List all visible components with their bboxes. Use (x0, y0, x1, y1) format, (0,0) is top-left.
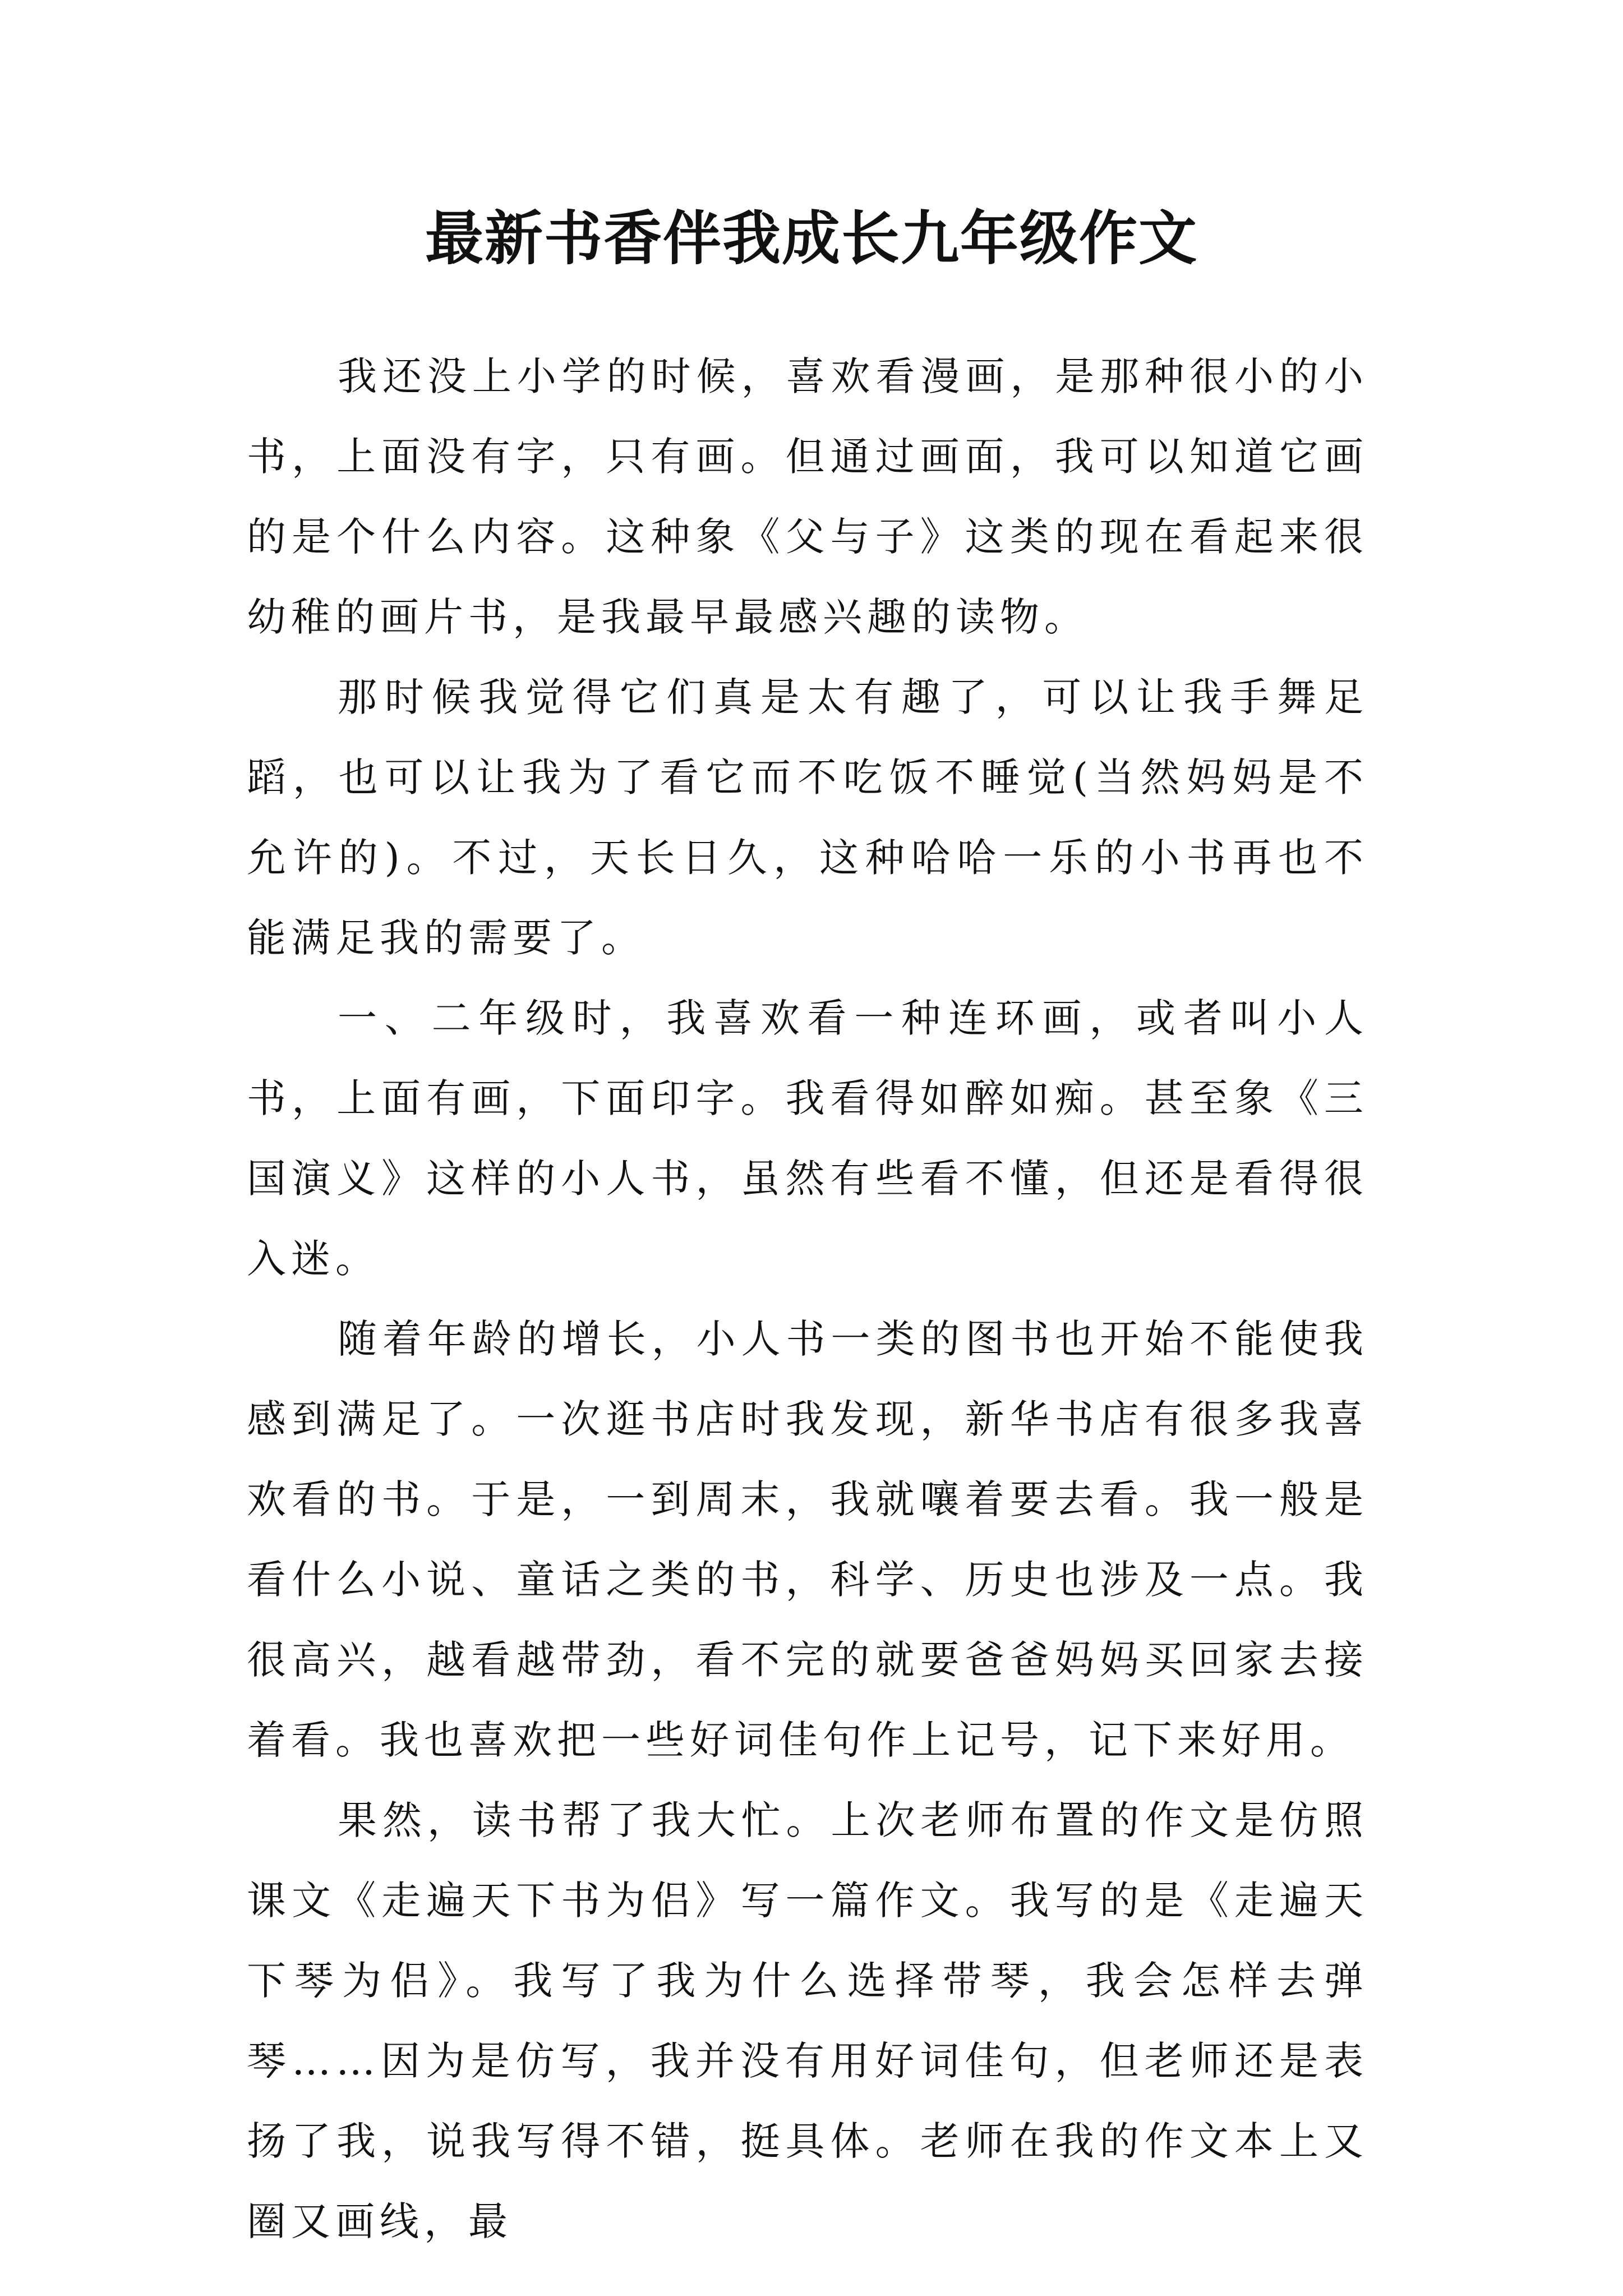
paragraph: 我还没上小学的时候，喜欢看漫画，是那种很小的小书，上面没有字，只有画。但通过画面，我可以知道它画的是个什么内容。这种象《父与子》这类的现在看起来很幼稚的画片书，是我最早最感兴趣的读物。 (247, 353, 1368, 640)
paragraph: 一、二年级时，我喜欢看一种连环画，或者叫小人书，上面有画，下面印字。我看得如醉如痴。甚至象《三国演义》这样的小人书，虽然有些看不懂，但还是看得很入迷。 (247, 995, 1368, 1282)
paragraph: 随着年龄的增长，小人书一类的图书也开始不能使我感到满足了。一次逛书店时我发现，新华书店有很多我喜欢看的书。于是，一到周末，我就嚷着要去看。我一般是看什么小说、童话之类的书，科学、历史也涉及一点。我很高兴，越看越带劲，看不完的就要爸爸妈妈买回家去接着看。我也喜欢把一些好词佳句作上记号，记下来好用。 (247, 1316, 1368, 1763)
document-title: 最新书香伴我成长九年级作文 (425, 204, 1198, 273)
document-body (247, 337, 1368, 2262)
paragraph: 果然，读书帮了我大忙。上次老师布置的作文是仿照课文《走遍天下书为侣》写一篇作文。我写的是《走遍天下琴为侣》。我写了我为什么选择带琴，我会怎样去弹琴……因为是仿写，我并没有用好词佳句，但老师还是表扬了我，说我写得不错，挺具体。老师在我的作文本上又圈又画线，最 (247, 1797, 1368, 2244)
paragraph: 那时候我觉得它们真是太有趣了，可以让我手舞足蹈，也可以让我为了看它而不吃饭不睡觉(当然妈妈是不允许的)。不过，天长日久，这种哈哈一乐的小书再也不能满足我的需要了。 (247, 674, 1368, 961)
